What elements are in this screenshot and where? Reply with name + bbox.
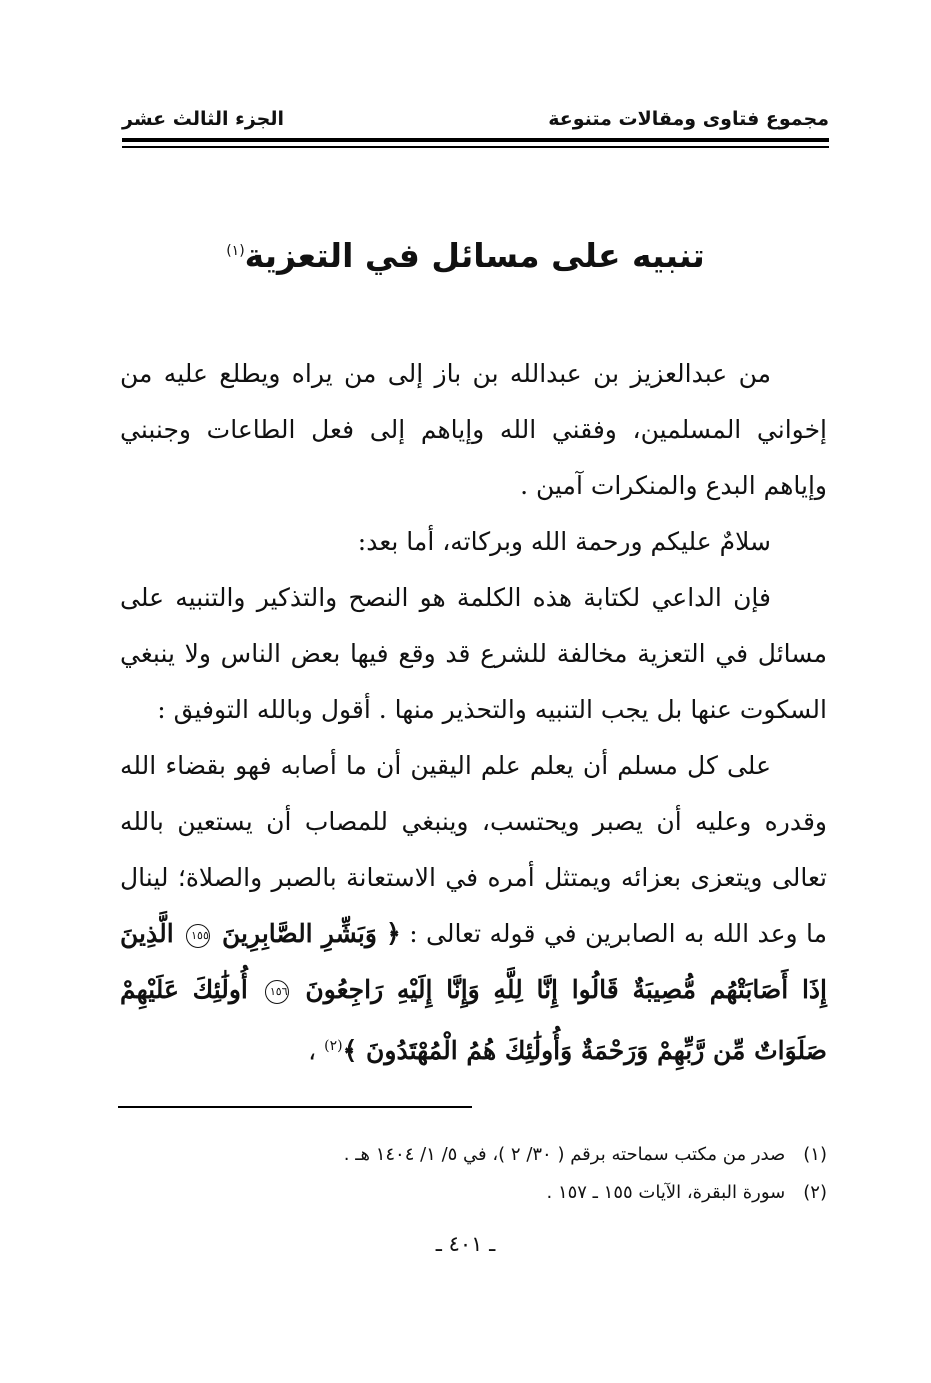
verse-part-a: وَبَشِّرِ الصَّابِرِينَ [222,919,377,948]
footnote-text: سورة البقرة، الآيات ١٥٥ ـ ١٥٧ . [546,1182,786,1203]
header-rule-thick [122,138,829,142]
paragraph-salutation: سلامٌ عليكم ورحمة الله وبركاته، أما بعد: [357,527,771,556]
article-title-text: تنبيه على مسائل في التعزية [244,236,705,275]
footnote-number: (٢) [803,1182,827,1203]
title-footnote-ref: (١) [226,243,245,259]
footnote-item [120,1174,827,1212]
paragraph-greeting-from: من عبدالعزيز بن عبدالله بن باز إلى من يراه ويطلع عليه من إخواني المسلمين، وفقني الله وإياهم إلى فعل الطاعات وجنبني وإياهم البدع والمنكرات آمين . [120,359,827,500]
paragraph-purpose: فإن الداعي لكتابة هذه الكلمة هو النصح والتذكير والتنبيه على مسائل في التعزية مخالفة للشرع قد وقع فيها بعض الناس ولا ينبغي السكوت عنها بل يجب التنبيه والتحذير منها . أقول وبالله التوفيق : [120,583,827,724]
header-rule-thin [122,146,829,148]
verse-number-155: ١٥٥ [186,924,210,948]
footnotes [120,1136,827,1212]
paragraph-patience-text: على كل مسلم أن يعلم علم اليقين أن ما أصابه فهو بقضاء الله وقدره وعليه أن يصبر ويحتسب، وينبغي للمصاب أن يستعين بالله تعالى ويتعزى بعزائه ويمتثل أمره في الاستعانة بالصبر والصلاة؛ لينال ما وعد الله به الصابرين في قوله تعالى : [120,751,827,948]
footnote-text: صدر من مكتب سماحته برقم ( ٣٠/ ٢ )، في ٥/ ١/ ١٤٠٤ هـ . [343,1144,786,1165]
verse-footnote-ref: (٢) [324,1038,343,1054]
running-header [122,104,829,138]
footnote-number: (١) [803,1144,827,1165]
page-number: ـ ٤٠١ ـ [435,1232,496,1256]
verse-close-bracket: ﴾ [342,1036,358,1066]
book-title: مجموع فتاوى ومقالات متنوعة [548,108,829,130]
article-title [120,236,811,275]
volume-label: الجزء الثالث عشر [122,108,285,130]
verse-number-156: ١٥٦ [265,980,289,1004]
footnote-separator [118,1106,472,1108]
footnote-item [120,1136,827,1174]
paragraph-patience [120,738,827,1079]
trailing-comma: ، [308,1036,317,1066]
verse-open-bracket: ﴿ [386,919,401,948]
article-body [120,346,827,1079]
verse-part-c: أُولَٰئِكَ عَلَيْهِمْ صَلَوَاتٌ مِّن رَّبِّهِمْ وَرَحْمَةٌ وَأُولَٰئِكَ هُمُ الْمُهْتَدُونَ [120,975,827,1066]
verse-part-b: الَّذِينَ إِذَا أَصَابَتْهُم مُّصِيبَةٌ قَالُوا إِنَّا لِلَّهِ وَإِنَّا إِلَيْهِ رَاجِعُونَ [120,919,827,1004]
